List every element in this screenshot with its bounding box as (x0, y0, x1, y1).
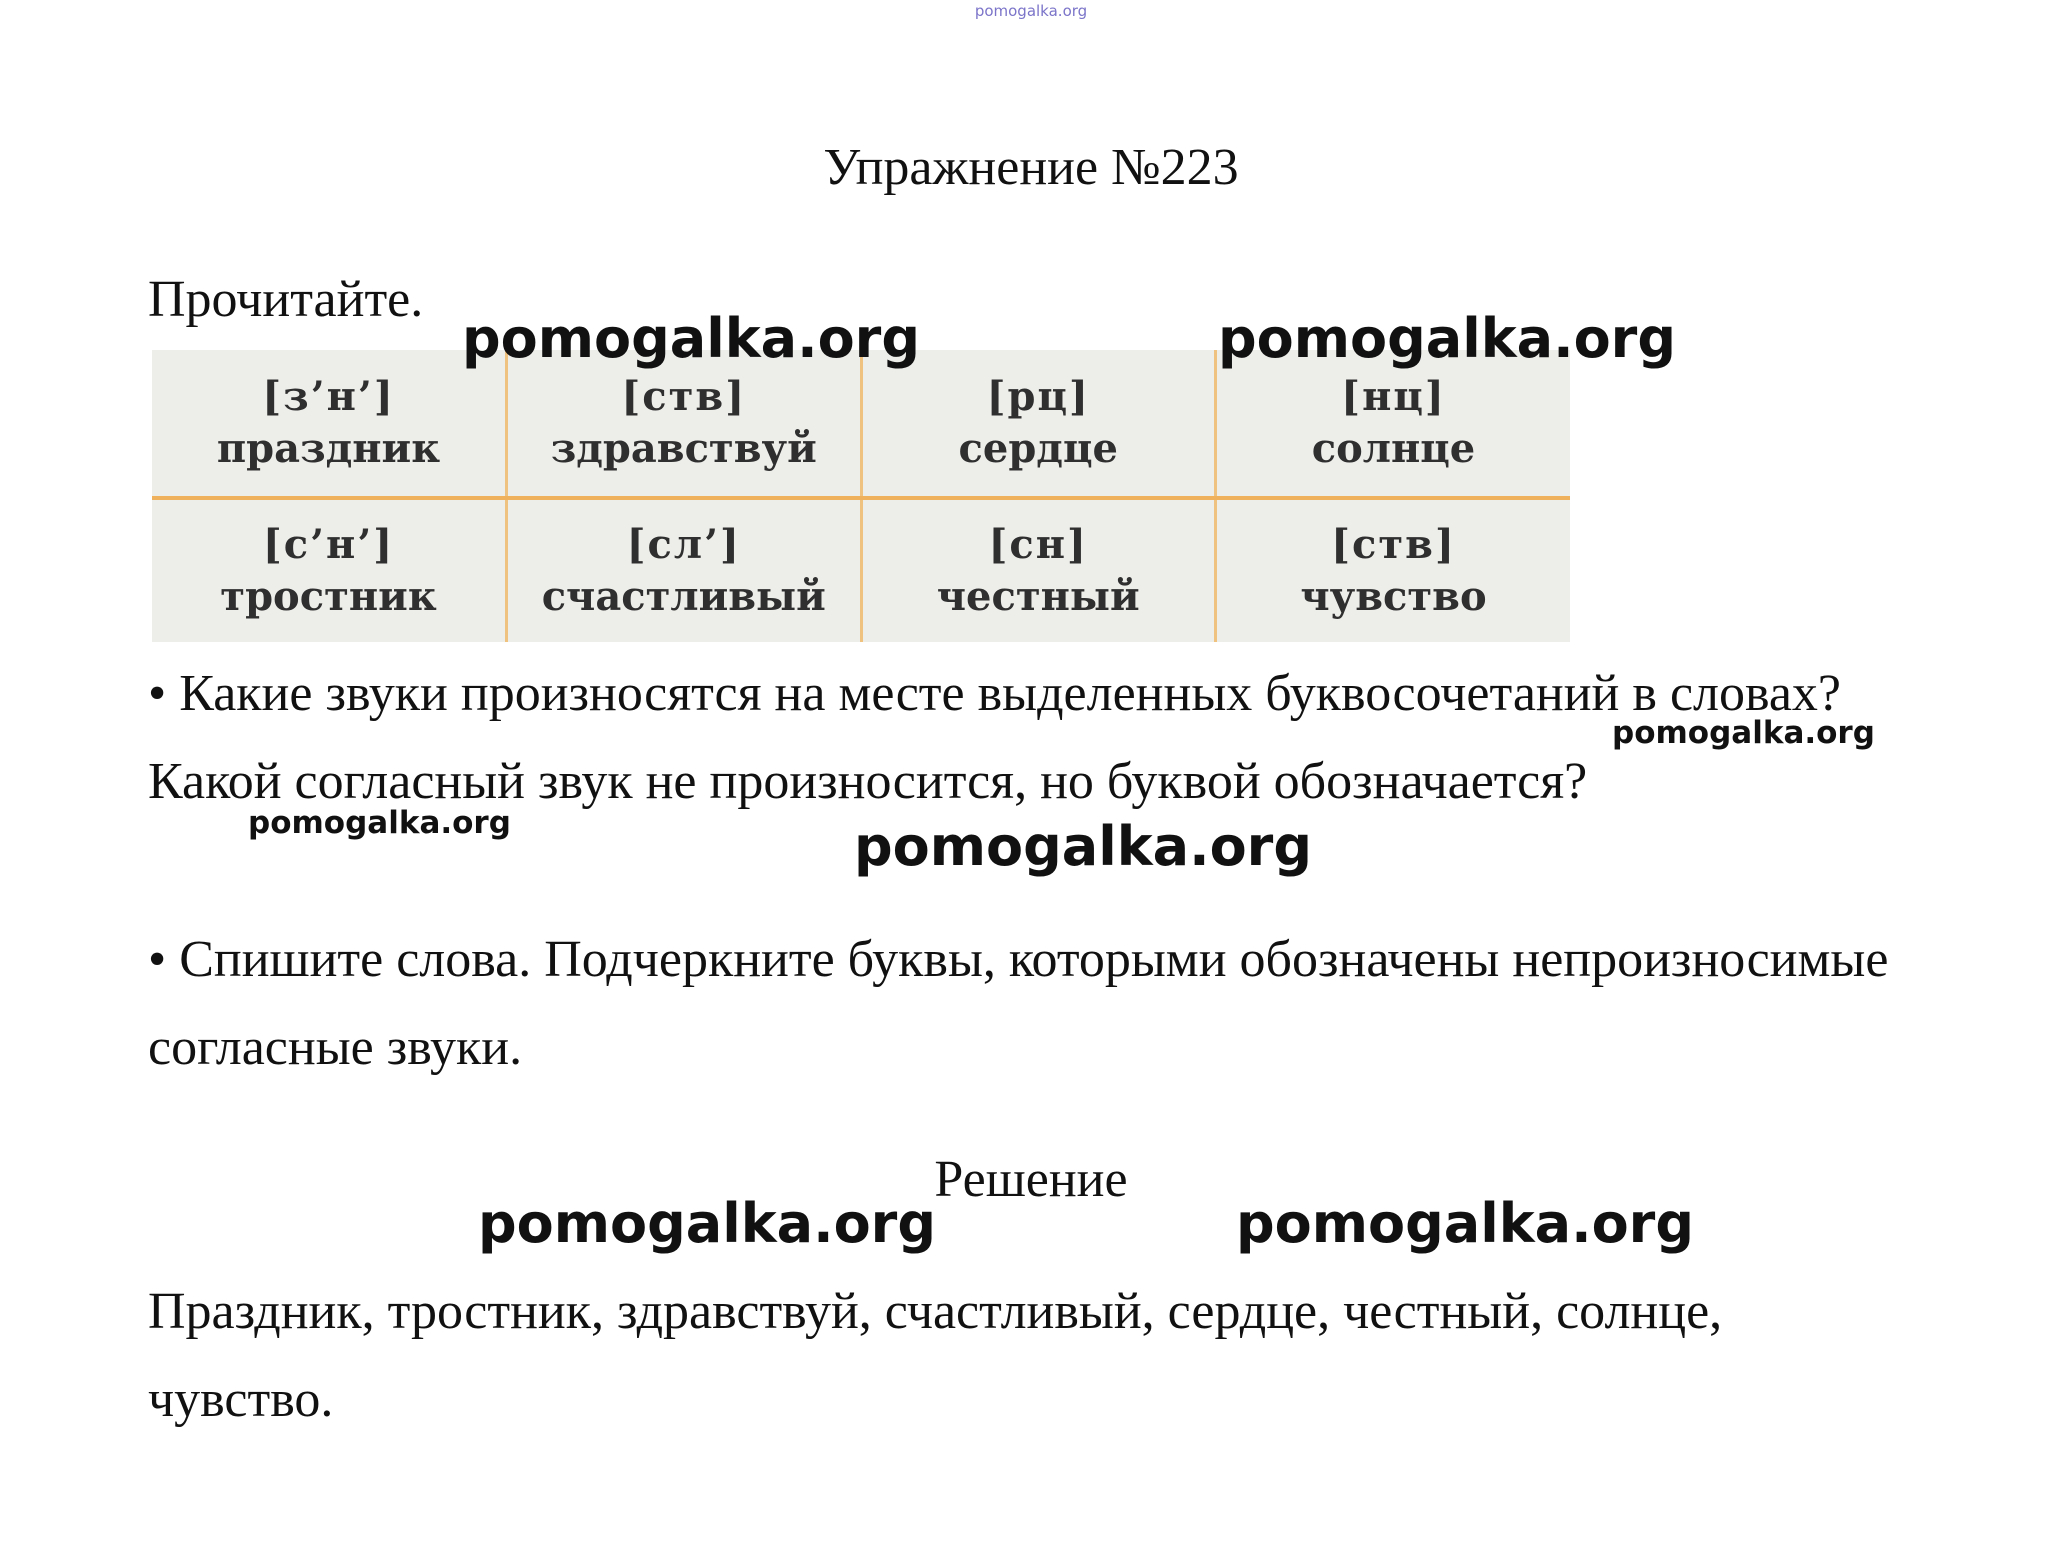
table-word: здравствуй (550, 425, 817, 472)
table-cell (507, 350, 862, 498)
sound-transcription: [с’н’] (262, 521, 395, 568)
table-row (152, 498, 1570, 642)
table-word: честный (936, 573, 1140, 620)
sound-transcription: [ств] (1331, 521, 1456, 568)
table-cell (861, 350, 1216, 498)
table-cell (152, 350, 507, 498)
watermark: pomogalka.org (1218, 307, 1676, 370)
table-cell (861, 498, 1216, 642)
sound-transcription: [рц] (986, 373, 1090, 420)
site-mark: pomogalka.org (974, 2, 1088, 20)
sound-transcription: [сн] (988, 521, 1088, 568)
question-two: • Спишите слова. Подчеркните буквы, которыми обозначены непроизносимые согласные звуки. (148, 931, 1889, 1076)
sound-transcription: [ств] (621, 373, 747, 420)
word-table (152, 350, 1570, 642)
watermark: pomogalka.org (1612, 715, 1875, 751)
watermark: pomogalka.org (462, 307, 920, 370)
table-word: солнце (1311, 425, 1476, 472)
answer-text: Праздник, тростник, здравствуй, счастливый, сердце, честный, солнце, чувство. (148, 1283, 1723, 1428)
solution-heading: Решение (934, 1151, 1128, 1208)
watermark: pomogalka.org (248, 805, 511, 841)
table-word: счастливый (541, 573, 826, 620)
intro-instruction: Прочитайте. (148, 271, 424, 328)
watermark: pomogalka.org (478, 1192, 936, 1255)
table-word: сердце (958, 425, 1118, 472)
table-word: тростник (220, 573, 437, 620)
sound-transcription: [нц] (1341, 373, 1446, 420)
watermark: pomogalka.org (854, 815, 1312, 878)
word-table-image (152, 350, 1570, 642)
table-row (152, 350, 1570, 498)
sound-transcription: [сл’] (626, 521, 741, 568)
table-word: чувство (1300, 573, 1487, 620)
table-cell (1216, 498, 1571, 642)
question-one: • Какие звуки произносятся на месте выделенных буквосочетаний в словах? Какой согласный звук не произносится, но буквой обозначается? (148, 665, 1841, 810)
table-cell (152, 498, 507, 642)
table-word: праздник (216, 425, 441, 472)
watermark: pomogalka.org (1236, 1192, 1694, 1255)
table-cell (1216, 350, 1571, 498)
sound-transcription: [з’н’] (262, 373, 395, 420)
table-cell (507, 498, 862, 642)
exercise-title: Упражнение №223 (823, 139, 1239, 196)
